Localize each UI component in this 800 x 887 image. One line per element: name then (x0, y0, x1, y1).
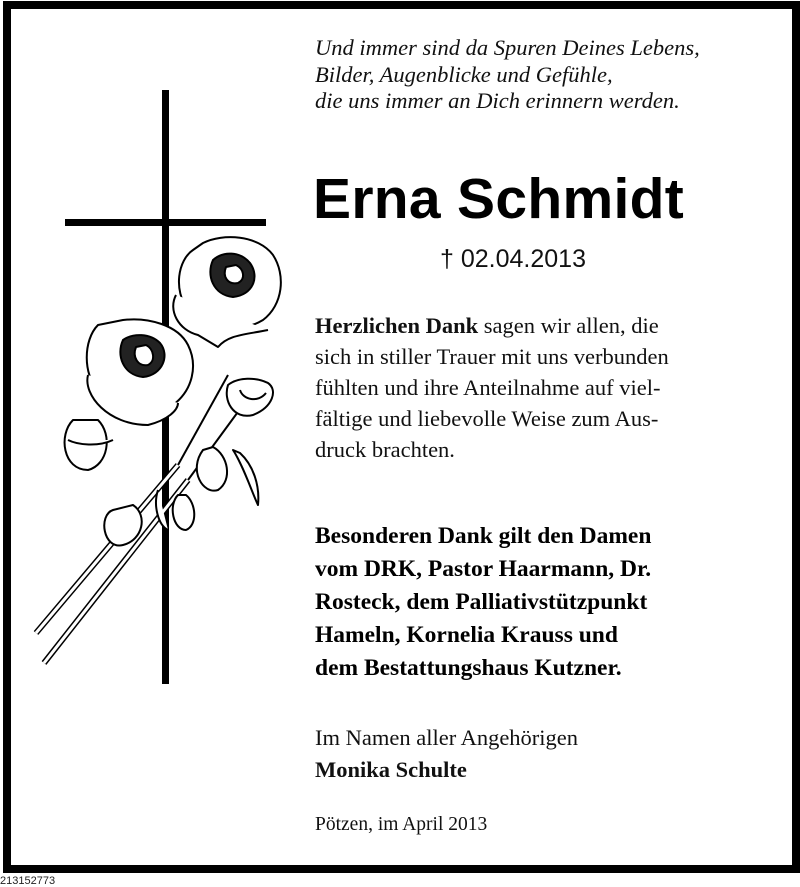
special-thanks-line: Besonderen Dank gilt den Damen (315, 523, 652, 549)
thanks-line: sich in stiller Trauer mit uns verbunden (315, 344, 669, 369)
death-date: 02.04.2013 (460, 245, 586, 273)
thanks-lead: Herzlichen Dank (315, 313, 479, 338)
thanks-line: sagen wir allen, die (478, 313, 659, 338)
place-and-date: Pötzen, im April 2013 (315, 814, 488, 835)
roses-icon (36, 237, 281, 663)
verse-line: Bilder, Augenblicke und Gefühle, (315, 61, 613, 87)
dagger-icon: † (440, 245, 454, 273)
verse-line: Und immer sind da Spuren Deines Lebens, (315, 35, 700, 60)
special-thanks-line: Hameln, Kornelia Krauss und (315, 622, 618, 648)
thanks-line: fühlten und ihre Anteilnahme auf viel- (315, 375, 661, 400)
memorial-verse (315, 35, 700, 115)
cross-and-roses-illustration (28, 85, 288, 685)
death-date-line (440, 244, 586, 274)
ad-id: 213152773 (0, 875, 56, 887)
signature-intro: Im Namen aller Angehörigen (315, 725, 579, 750)
thanks-line: druck brachten. (315, 437, 455, 462)
deceased-name: Erna Schmidt (313, 167, 685, 231)
signature-name: Monika Schulte (315, 757, 467, 782)
thanks-paragraph (315, 310, 669, 465)
verse-line: die uns immer an Dich erinnern werden. (315, 88, 680, 113)
special-thanks-paragraph (315, 520, 651, 685)
signature-block (315, 722, 578, 786)
thanks-line: fältige und liebevolle Weise zum Aus- (315, 406, 659, 431)
special-thanks-line: dem Bestattungshaus Kutzner. (315, 655, 622, 681)
special-thanks-line: Rosteck, dem Palliativstützpunkt (315, 589, 648, 615)
special-thanks-line: vom DRK, Pastor Haarmann, Dr. (315, 556, 652, 582)
